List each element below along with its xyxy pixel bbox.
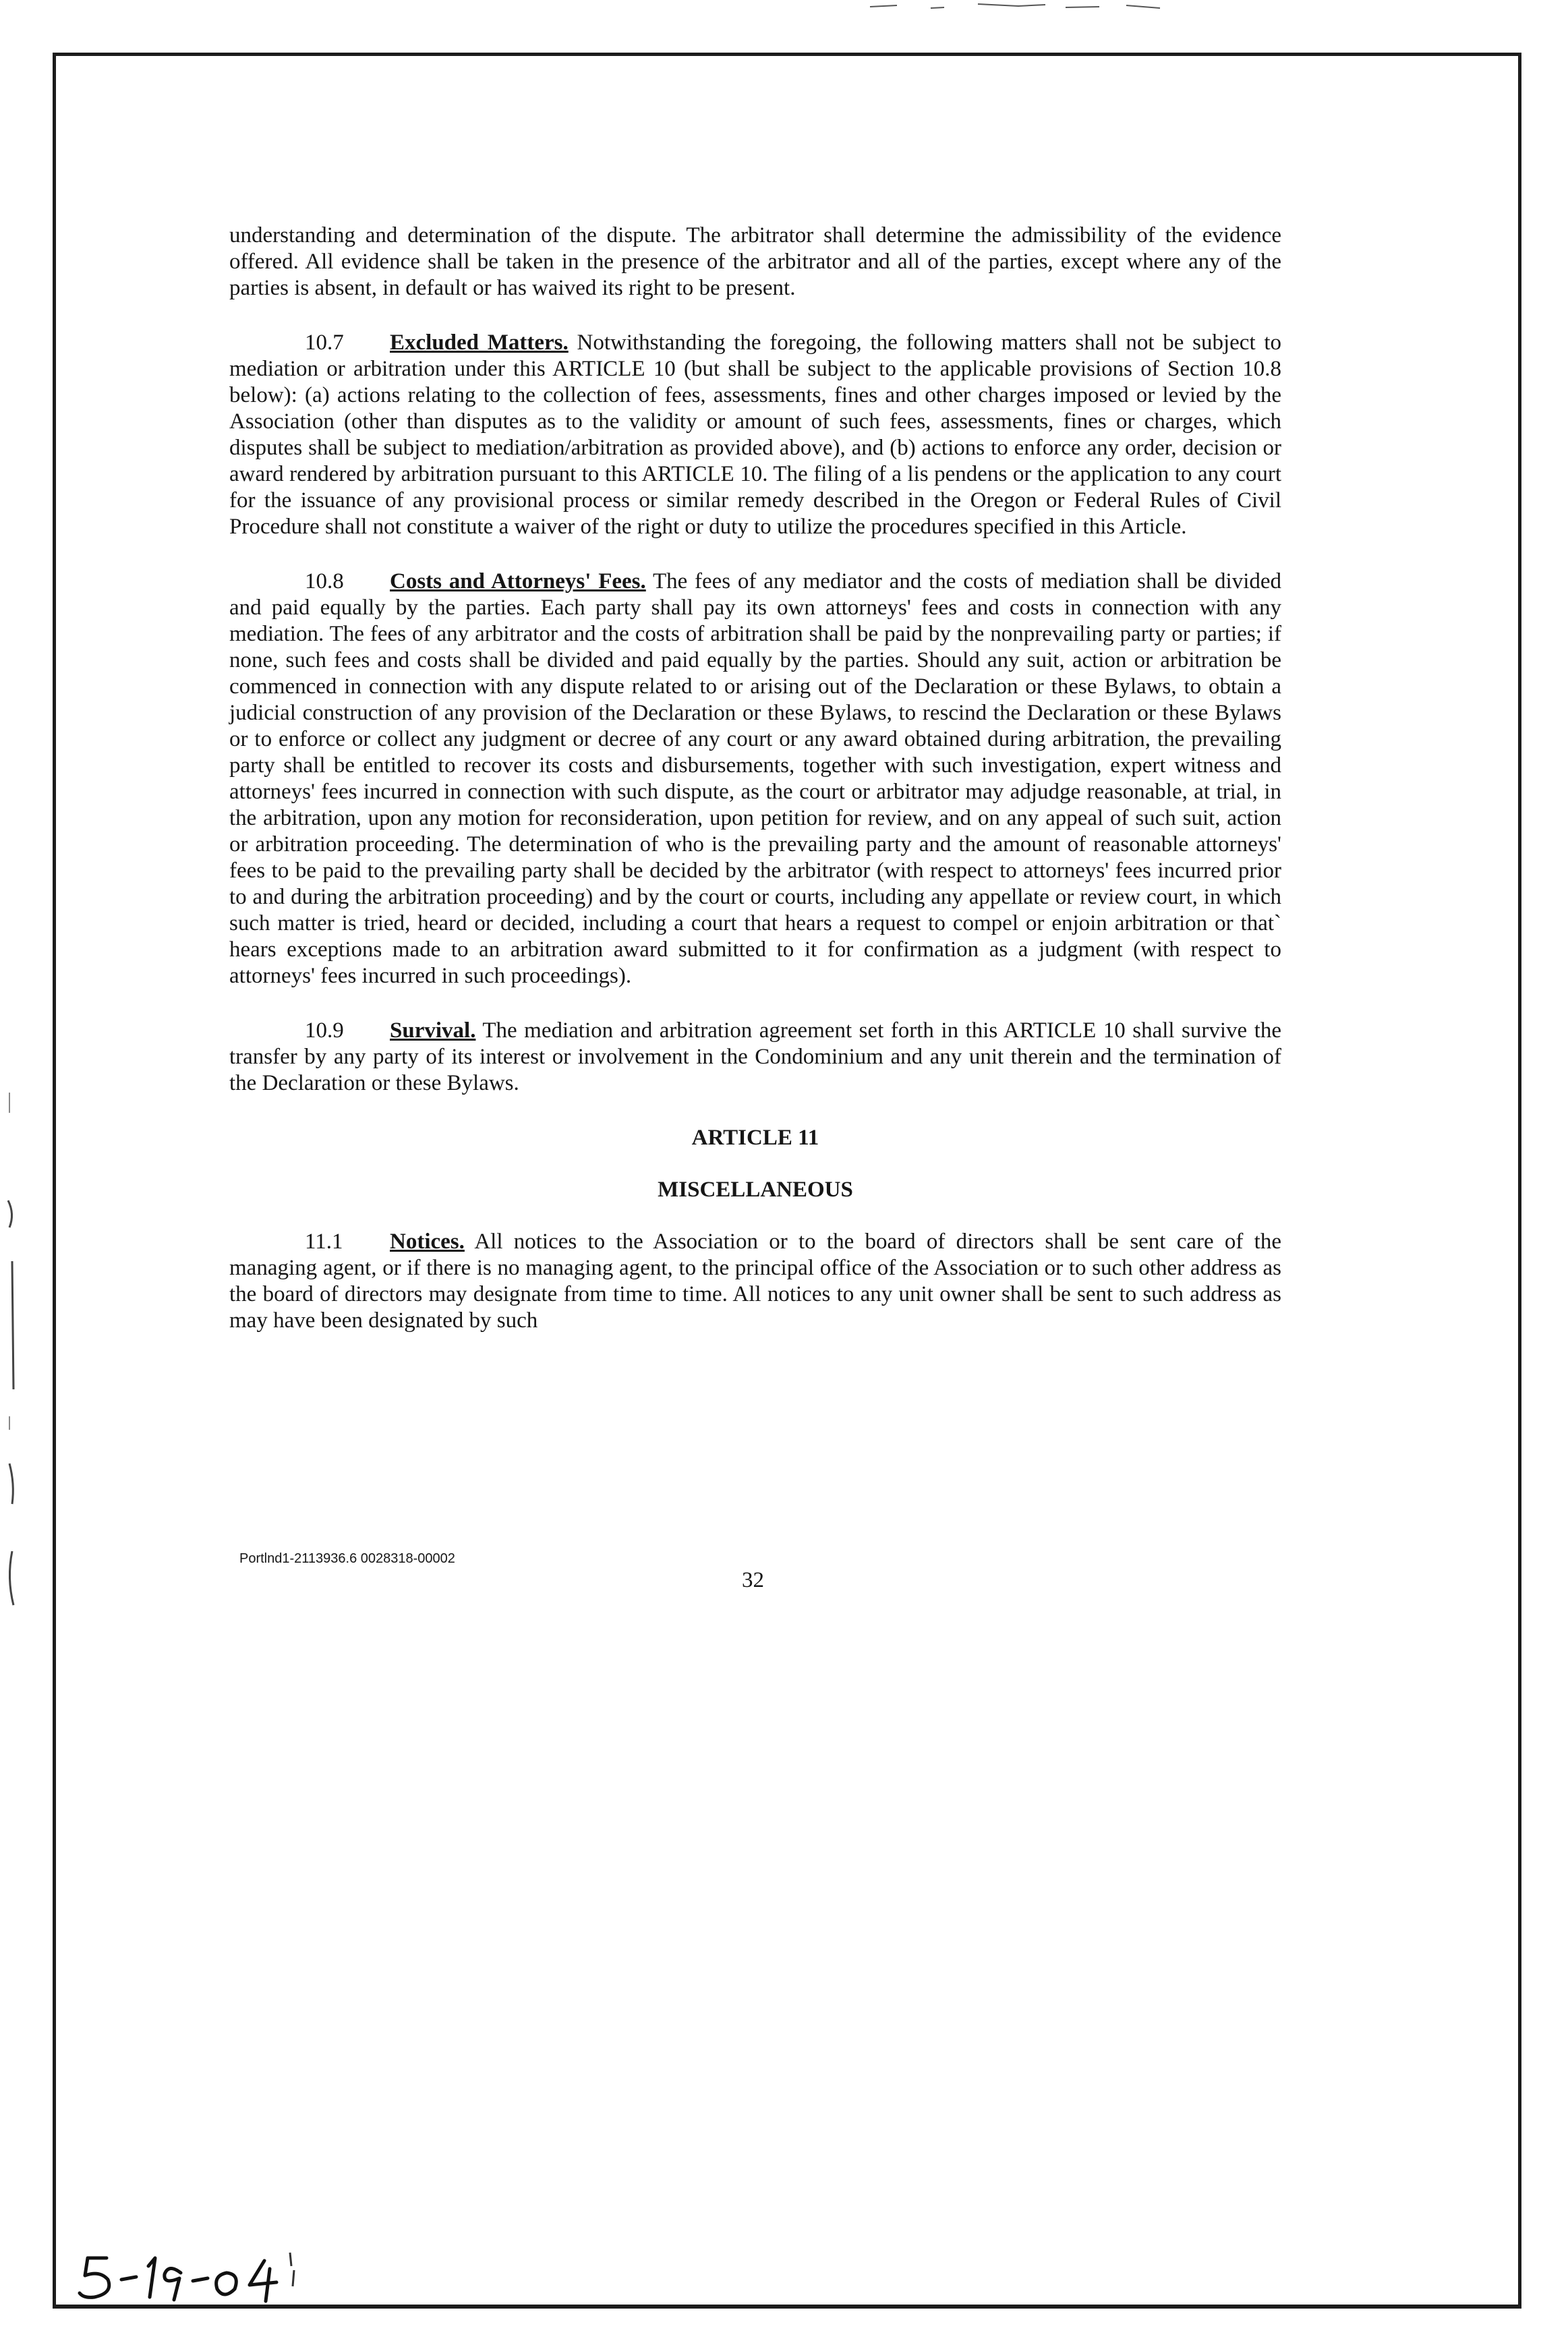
document-body <box>229 223 1281 1362</box>
section-10-7 <box>229 330 1281 540</box>
section-10-9 <box>229 1018 1281 1097</box>
article-title: ARTICLE 11 <box>691 1126 819 1150</box>
section-11-1 <box>229 1229 1281 1334</box>
section-body: The mediation and arbitration agreement set forth in this ARTICLE 10 shall survive the transfer by any party of its interest or involvement in the Condominium and any unit therein and the termination of the Declaration or these Bylaws. <box>229 1018 1282 1095</box>
section-number: 10.7 <box>305 330 344 355</box>
paragraph-continued <box>229 223 1281 301</box>
section-body: Notwithstanding the foregoing, the following matters shall not be subject to mediation or arbitration under this ARTICLE 10 (but shall be subject to the applicable provisions of Section 10.8 below): (a) actions relating to the collection of fees, assessments, fines and other charges imposed or levied by the Association (other than disputes as to the validity or amount of such fees, assessments, fines or charges, which disputes shall be subject to mediation/arbitration as provided above), and (b) actions to enforce any order, decision or award rendered by arbitration pursuant to this ARTICLE 10. The filing of a lis pendens or the application to any court for the issuance of any provisional process or similar remedy described in the Oregon or Federal Rules of Civil Procedure shall not constitute a waiver of the right or duty to utilize the procedures specified in this Article. <box>229 330 1282 539</box>
section-heading: Survival. <box>390 1018 476 1043</box>
footer-document-id: Portlnd1-2113936.6 0028318-00002 <box>239 1551 455 1566</box>
section-number: 10.8 <box>305 569 344 594</box>
section-body: The fees of any mediator and the costs of mediation shall be divided and paid equally by the parties. Each party shall pay its own attorneys' fees and costs in connection with any mediation. The fees of any arbitrator and the costs of arbitration shall be paid by the nonprevailing party or parties; if none, such fees and costs shall be divided and paid equally by the parties. Should any suit, action or arbitration be commenced in connection with any dispute related to or arising out of the Declaration or these Bylaws, to obtain a judicial construction of any provision of the Declaration or these Bylaws, to rescind the Declaration or these Bylaws or to enforce or collect any judgment or decree of any court or any award obtained during arbitration, the prevailing party shall be entitled to recover its costs and disbursements, together with such investigation, expert witness and attorneys' fees incurred in connection with such dispute, as the court or arbitrator may adjudge reasonable, at trial, in the arbitration, upon any motion for reconsideration, upon petition for review, and on any appeal of such suit, action or arbitration proceeding. The determination of who is the prevailing party and the amount of reasonable attorneys' fees to be paid to the prevailing party shall be decided by the arbitrator (with respect to attorneys' fees incurred prior to and during the arbitration proceeding) and by the court or courts, including any appellate or review court, in which such matter is tried, heard or decided, including a court that hears a request to compel or enjoin arbitration or that` hears exceptions made to an arbitration award submitted to it for confirmation as a judgment (with respect to attorneys' fees incurred in such proceedings). <box>229 569 1282 988</box>
scan-noise-top <box>843 0 1180 13</box>
section-body: All notices to the Association or to the board of directors shall be sent care of the managing agent, or if there is no managing agent, to the principal office of the Association or to such other address as the board of directors may designate from time to time. All notices to any unit owner shall be sent to such address as may have been designated by such <box>229 1229 1281 1333</box>
section-10-8 <box>229 569 1281 989</box>
article-subtitle: MISCELLANEOUS <box>658 1178 853 1202</box>
section-heading: Costs and Attorneys' Fees. <box>390 569 646 594</box>
handwritten-date-annotation <box>74 2246 317 2307</box>
section-number: 10.9 <box>305 1018 344 1043</box>
section-heading: Notices. <box>390 1229 465 1254</box>
section-heading: Excluded Matters. <box>390 330 569 355</box>
paragraph-continued-text: understanding and determination of the dispute. The arbitrator shall determine the admissibility of the evidence offered. All evidence shall be taken in the presence of the arbitrator and all of the parties, except where any of the parties is absent, in default or has waived its right to be present. <box>229 223 1281 300</box>
page-number: 32 <box>742 1568 764 1592</box>
section-number: 11.1 <box>305 1229 343 1254</box>
